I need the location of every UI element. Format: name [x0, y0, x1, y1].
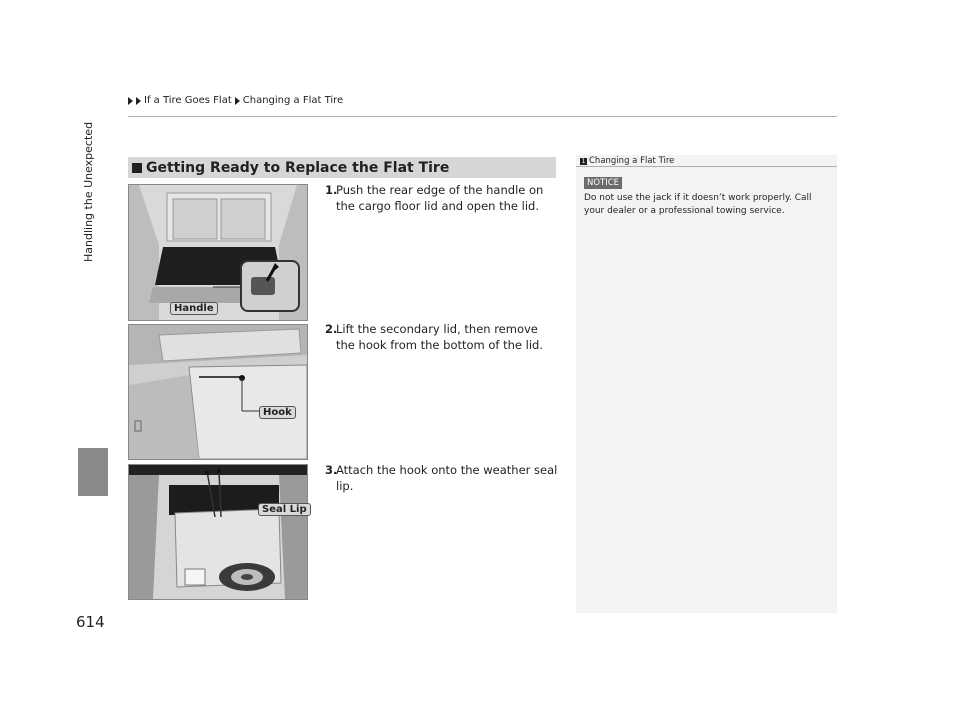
- notice-panel: [576, 155, 837, 613]
- reference-marker-icon: 1: [581, 157, 586, 165]
- step-text: Lift the secondary lid, then remove the hook from the bottom of the lid.: [336, 322, 544, 352]
- chapter-tab[interactable]: [78, 448, 108, 496]
- notice-panel-heading: [580, 156, 674, 166]
- step-text: Push the rear edge of the handle on the cargo floor lid and open the lid.: [336, 183, 544, 213]
- section-square-icon: [132, 163, 142, 173]
- notice-badge: NOTICE: [584, 177, 622, 189]
- breadcrumb-arrow-icon: [235, 97, 240, 105]
- notice-text: Do not use the jack if it doesn’t work properly. Call your dealer or a professional towing service.: [584, 193, 812, 216]
- cargo-area-illustration: [129, 185, 307, 320]
- page-number: 614: [76, 613, 105, 631]
- seal-lip-photo: [128, 464, 308, 600]
- seal-lip-callout: Seal Lip: [258, 503, 311, 516]
- step-3: [325, 462, 570, 494]
- step-number: 2.: [325, 322, 338, 336]
- secondary-lid-illustration: [129, 325, 307, 459]
- section-title: Getting Ready to Replace the Flat Tire: [146, 159, 450, 176]
- breadcrumb: [128, 95, 343, 106]
- step-2: [325, 321, 560, 353]
- seal-lip-illustration: [129, 465, 307, 599]
- step-number: 3.: [325, 463, 338, 477]
- hook-callout: Hook: [259, 406, 296, 419]
- chapter-side-label: Handling the Unexpected: [82, 122, 95, 263]
- breadcrumb-arrow-icon: [128, 97, 133, 105]
- header-rule: [128, 116, 837, 117]
- step-1: [325, 182, 560, 214]
- notice-panel-rule: [576, 166, 837, 167]
- breadcrumb-item[interactable]: If a Tire Goes Flat: [144, 95, 232, 106]
- breadcrumb-arrow-icon: [136, 97, 141, 105]
- notice-panel-title[interactable]: Changing a Flat Tire: [589, 156, 675, 166]
- section-header: [128, 157, 556, 178]
- breadcrumb-item[interactable]: Changing a Flat Tire: [242, 95, 344, 106]
- step-text: Attach the hook onto the weather seal lip.: [336, 463, 558, 493]
- cargo-lid-photo: [128, 184, 308, 321]
- handle-callout: Handle: [170, 302, 218, 315]
- step-number: 1.: [325, 183, 338, 197]
- secondary-lid-photo: [128, 324, 308, 460]
